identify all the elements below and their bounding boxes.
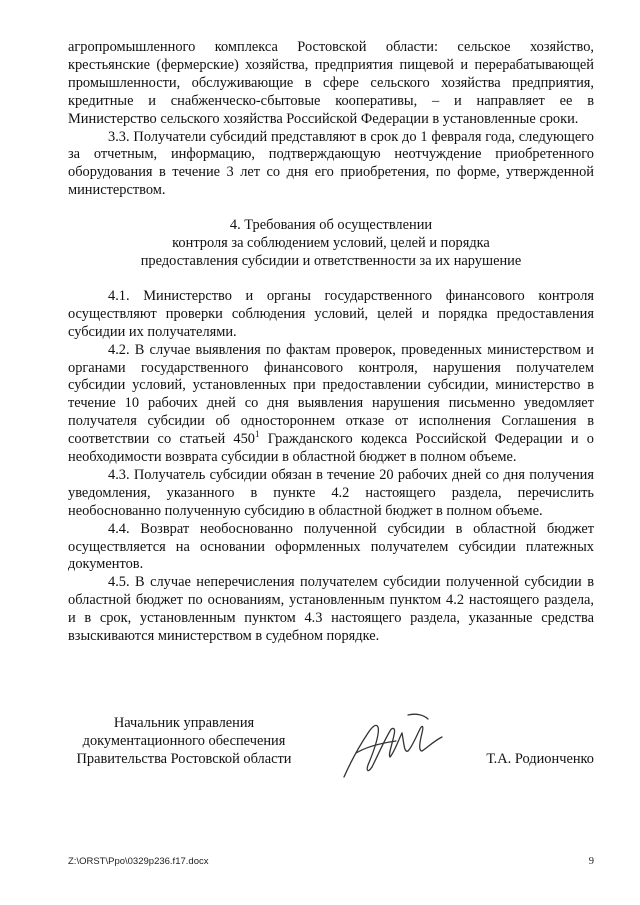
paragraph-4-3: 4.3. Получатель субсидии обязан в течение 20 рабочих дней со дня получения уведомления, указанного в пункте 4.2 настоящего раздела, перечислить необоснованно полученную субсидию в областной бюджет в полном объеме. bbox=[68, 466, 594, 519]
page-number: 9 bbox=[588, 856, 594, 867]
signer-position bbox=[68, 715, 300, 769]
signature-block bbox=[68, 715, 594, 795]
paragraph-4-2-text-a: 4.2. В случае выявления по фактам проверок, проведенных министерством и органами государственного финансового контроля, нарушения получателем субсидии условий, установленных при предоставлении субсидии, министерство в течение 10 рабочих дней со дня выявления нарушения письменно уведомляет получателя субсидии об одностороннем отказе от исполнения Соглашения в соответствии со статьей 450 bbox=[68, 341, 594, 448]
position-line-2: документационного обеспечения bbox=[82, 732, 286, 749]
position-line-1: Начальник управления bbox=[113, 715, 255, 731]
heading-line-2: контроля за соблюдением условий, целей и порядка bbox=[172, 235, 490, 252]
heading-line-1: 4. Требования об осуществлении bbox=[229, 217, 433, 234]
file-path: Z:\ORST\Ppo\0329p236.f17.docx bbox=[68, 856, 209, 867]
handwritten-signature bbox=[338, 707, 448, 787]
paragraph-4-1: 4.1. Министерство и органы государственного финансового контроля осуществляют проверки соблюдения условий, целей и порядка предоставления субсидии их получателями. bbox=[68, 287, 594, 340]
paragraph-4-4: 4.4. Возврат необоснованно полученной субсидии в областной бюджет осуществляется на основании оформленных получателем субсидии платежных документов. bbox=[68, 520, 594, 573]
document-body bbox=[68, 39, 594, 646]
article-superscript: 1 bbox=[255, 429, 260, 440]
paragraph-4-2-text-b: Гражданского кодекса Российской Федерации и о необходимости возврата субсидии в областной бюджет в полном объеме. bbox=[68, 431, 594, 466]
paragraph-4-2 bbox=[68, 342, 594, 467]
heading-line-3: предоставления субсидии и ответственности за их нарушение bbox=[140, 252, 522, 269]
signer-name: Т.А. Родионченко bbox=[486, 751, 594, 767]
paragraph-3-3: 3.3. Получатели субсидий представляют в срок до 1 февраля года, следующего за отчетным, информацию, подтверждающую неотчуждение приобретенного оборудования в течение 3 лет со дня его приобретения, по форме, утвержденной министерством. bbox=[68, 128, 594, 199]
section-4-heading bbox=[68, 217, 594, 271]
paragraph-4-5: 4.5. В случае неперечисления получателем субсидии полученной субсидии в областной бюджет по основаниям, установленным пунктом 4.2 настоящего раздела, и в срок, установленным пунктом 4.3 настоящего раздела, указанные средства взыскиваются министерством в судебном порядке. bbox=[68, 574, 594, 645]
position-line-3: Правительства Ростовской области bbox=[76, 750, 292, 767]
intro-paragraph: агропромышленного комплекса Ростовской области: сельское хозяйство, крестьянские (фермерские) хозяйства, предприятия пищевой и перерабатывающей промышленности, обслуживающие в сфере сельского хозяйства предприятия, кредитные и снабженческо-сбытовые кооперативы, – и направляет ее в Министерство сельского хозяйства Российской Федерации в установленные сроки. bbox=[68, 39, 594, 127]
